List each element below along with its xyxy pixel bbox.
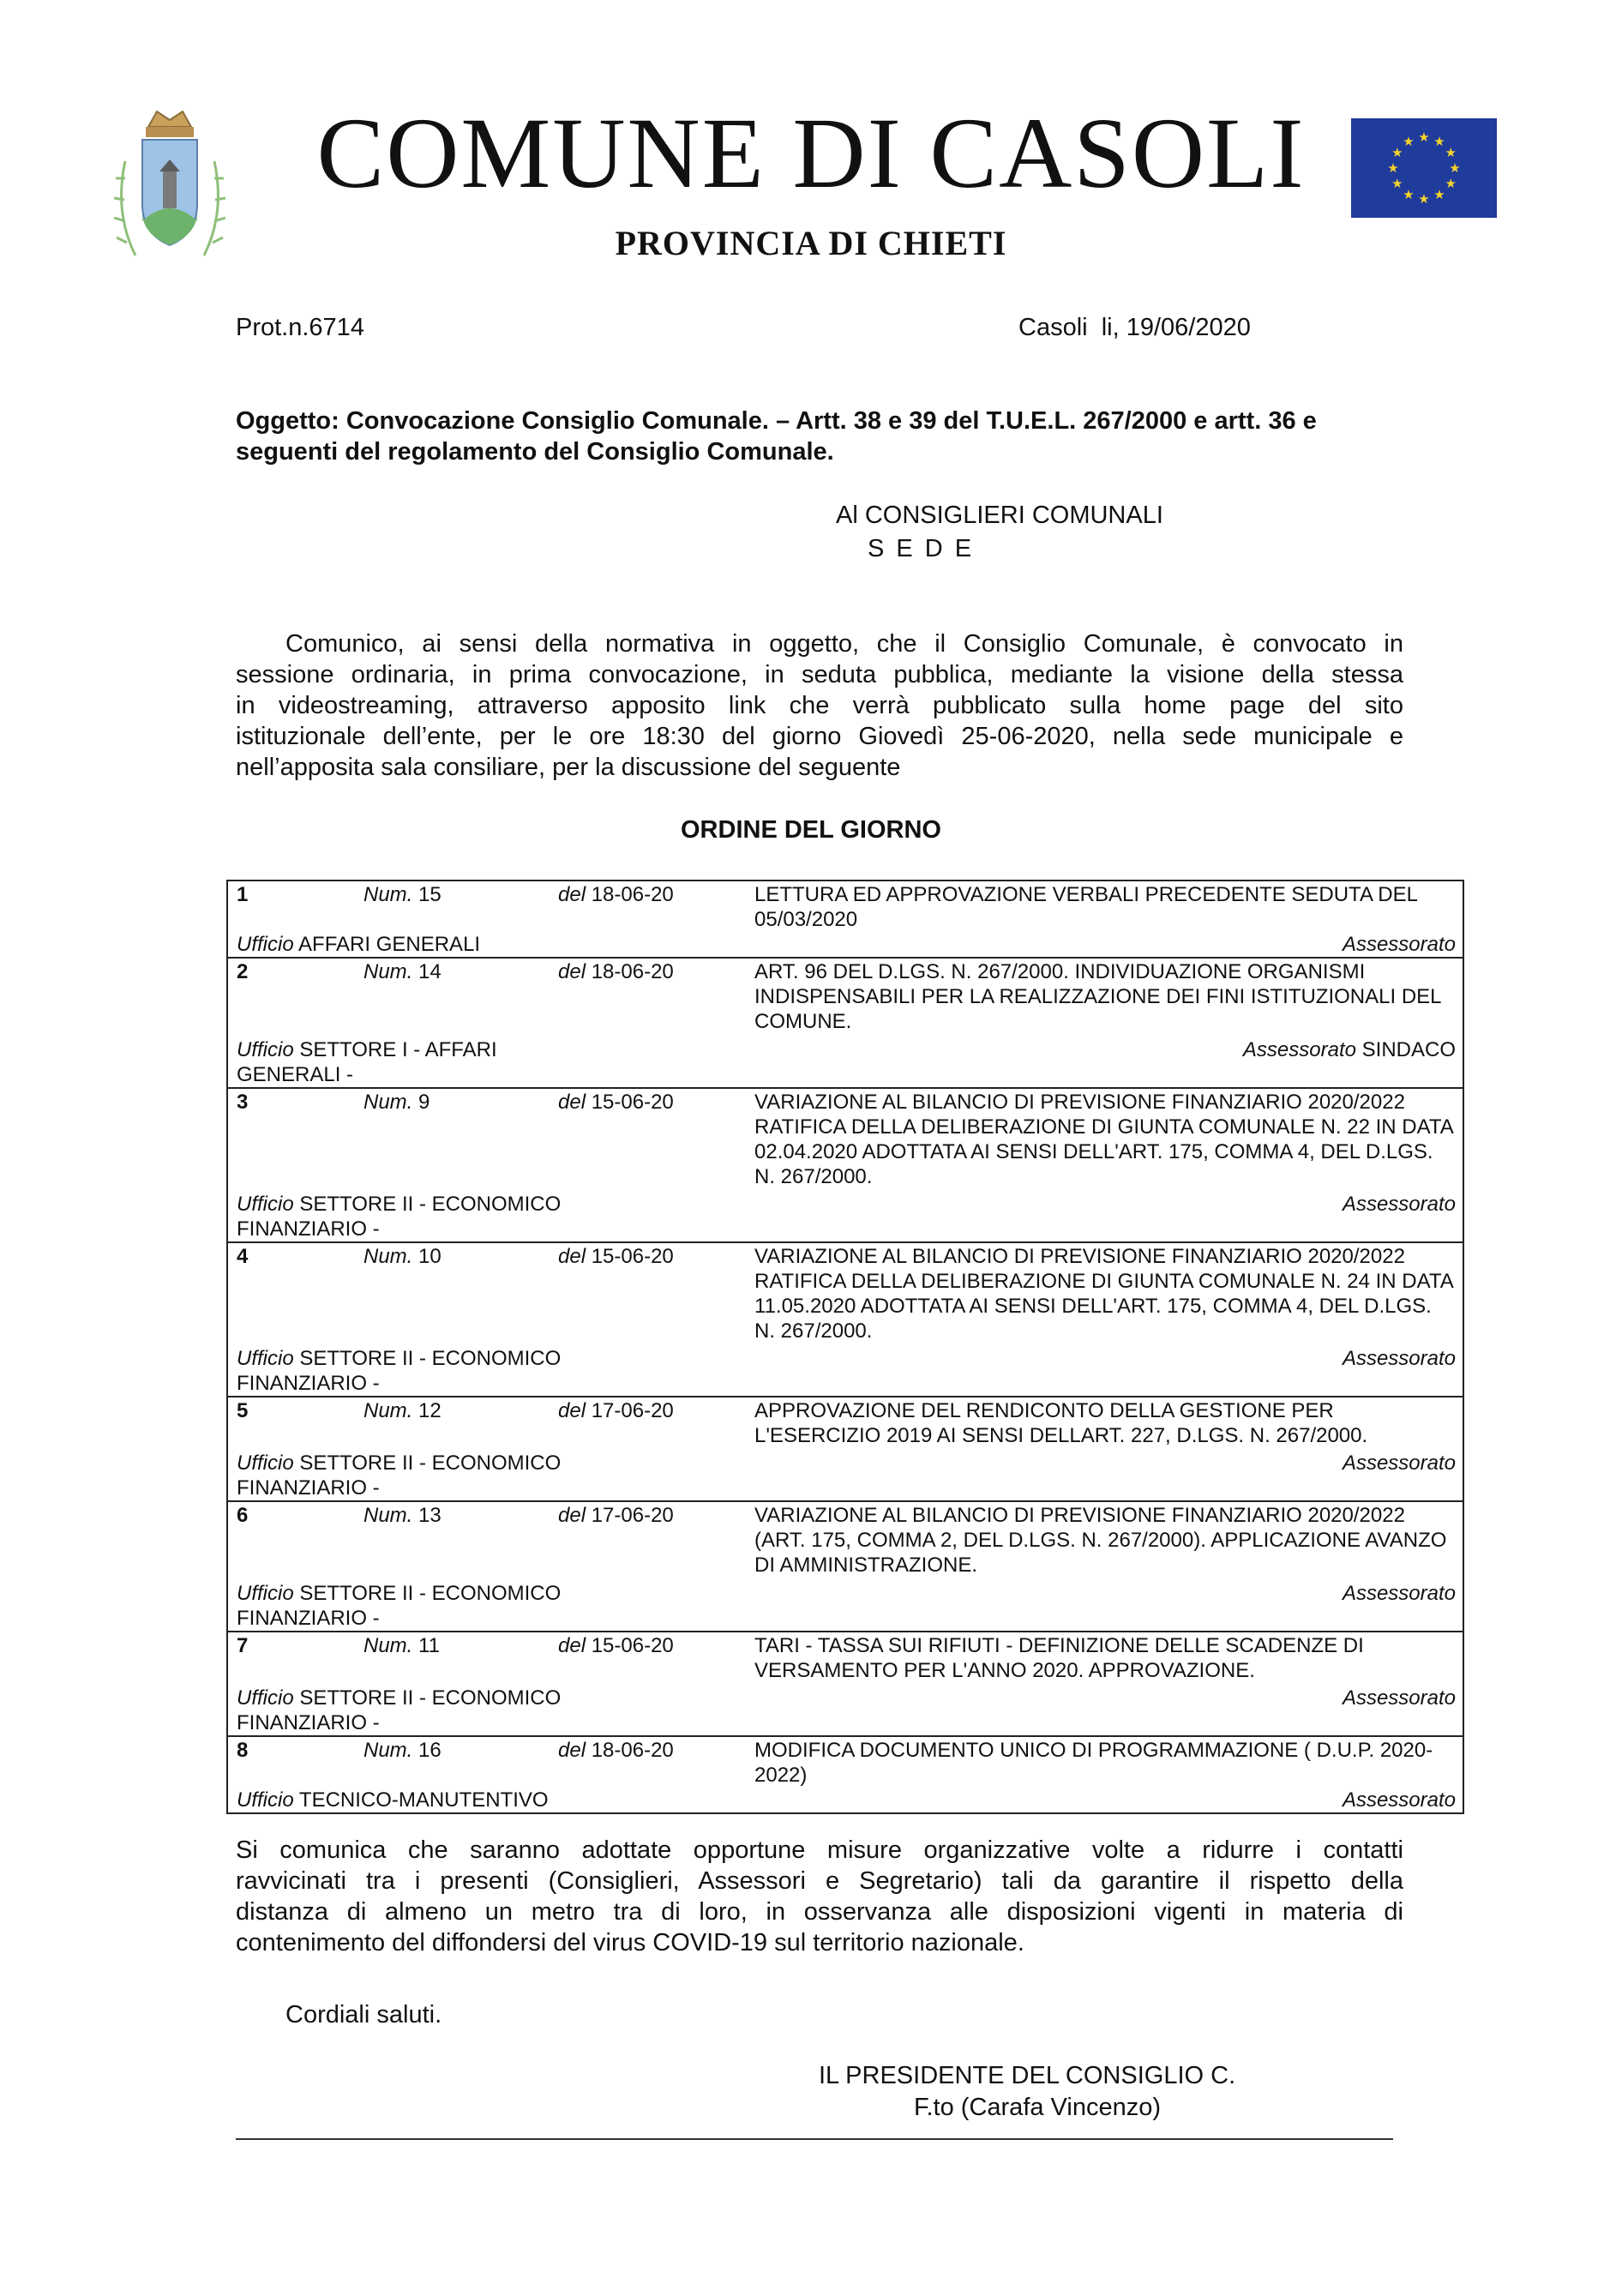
eu-star-icon: ★ <box>1391 146 1403 160</box>
proposal-number: Num. 12 <box>363 1399 442 1422</box>
item-office: Ufficio SETTORE I - AFFARI GENERALI - <box>237 1038 497 1086</box>
agenda-row <box>228 1735 1463 1812</box>
item-description: LETTURA ED APPROVAZIONE VERBALI PRECEDENTE SEDUTA DEL 05/03/2020 <box>754 883 1418 931</box>
item-assessorato: Assessorato <box>1342 1788 1456 1812</box>
item-office: Ufficio SETTORE II - ECONOMICO FINANZIARIO - <box>237 1452 562 1500</box>
item-number: 2 <box>237 960 249 983</box>
proposal-date: del 18-06-20 <box>558 960 674 983</box>
item-description: MODIFICA DOCUMENTO UNICO DI PROGRAMMAZIONE ( D.U.P. 2020-2022) <box>754 1739 1433 1787</box>
agenda-row <box>228 1241 1463 1396</box>
proposal-date: del 15-06-20 <box>558 1245 674 1268</box>
item-office: Ufficio SETTORE II - ECONOMICO FINANZIARIO - <box>237 1582 562 1630</box>
convocation-paragraph <box>236 628 1403 783</box>
footer-divider <box>236 2138 1393 2140</box>
item-description: ART. 96 DEL D.LGS. N. 267/2000. INDIVIDUAZIONE ORGANISMI INDISPENSABILI PER LA REALIZZAZIONE DEI FINI ISTITUZIONALI DEL COMUNE. <box>754 960 1441 1033</box>
proposal-number: Num. 15 <box>363 883 442 906</box>
item-office: Ufficio SETTORE II - ECONOMICO FINANZIARIO - <box>237 1686 562 1734</box>
item-description: VARIAZIONE AL BILANCIO DI PREVISIONE FINANZIARIO 2020/2022 RATIFICA DELLA DELIBERAZIONE DI GIUNTA COMUNALE N. 24 IN DATA 11.05.2020 ADOTTATA AI SENSI DELL'ART. 175, COMMA 4, DEL D.LGS. N. 267/2000. <box>754 1245 1453 1343</box>
eu-star-icon: ★ <box>1418 192 1430 207</box>
item-office: Ufficio SETTORE II - ECONOMICO FINANZIARIO - <box>237 1347 562 1395</box>
item-description: APPROVAZIONE DEL RENDICONTO DELLA GESTIONE PER L'ESERCIZIO 2019 AI SENSI DELLART. 227, D.LGS. N. 267/2000. <box>754 1399 1368 1447</box>
item-assessorato: Assessorato <box>1342 1193 1456 1216</box>
eu-star-icon: ★ <box>1403 188 1415 203</box>
signatory-title: IL PRESIDENTE DEL CONSIGLIO C. <box>819 2062 1236 2089</box>
item-number: 4 <box>237 1245 249 1268</box>
proposal-number: Num. 13 <box>363 1504 442 1527</box>
proposal-number: Num. 14 <box>363 960 442 983</box>
eu-star-icon: ★ <box>1449 161 1461 176</box>
signatory-name: F.to (Carafa Vincenzo) <box>914 2094 1161 2121</box>
item-number: 6 <box>237 1504 249 1527</box>
proposal-date: del 15-06-20 <box>558 1091 674 1114</box>
agenda-row <box>228 1500 1463 1631</box>
proposal-number: Num. 10 <box>363 1245 442 1268</box>
item-description: VARIAZIONE AL BILANCIO DI PREVISIONE FINANZIARIO 2020/2022 (ART. 175, COMMA 2, DEL D.LGS. N. 267/2000). APPLICAZIONE AVANZO DI AMMINISTRAZIONE. <box>754 1504 1447 1577</box>
item-office: Ufficio TECNICO-MANUTENTIVO <box>237 1788 549 1812</box>
greeting: Cordiali saluti. <box>285 2001 442 2029</box>
eu-star-icon: ★ <box>1445 177 1457 191</box>
paragraph-line: sessione ordinaria, in prima convocazione, in seduta pubblica, mediante la visione della stessa <box>236 661 1403 688</box>
paragraph-line: istituzionale dell’ente, per le ore 18:30 del giorno Giovedì 25-06-2020, nella sede municipale e <box>236 723 1403 750</box>
agenda-table <box>226 880 1464 1814</box>
proposal-date: del 15-06-20 <box>558 1634 674 1657</box>
protocol-number: Prot.n.6714 <box>236 314 364 341</box>
paragraph-line: Comunico, ai sensi della normativa in oggetto, che il Consiglio Comunale, è convocato in <box>285 630 1403 658</box>
agenda-row <box>228 880 1463 957</box>
recipient-line-1: Al CONSIGLIERI COMUNALI <box>836 502 1163 529</box>
item-office: Ufficio AFFARI GENERALI <box>237 933 481 956</box>
agenda-row <box>228 1087 1463 1241</box>
proposal-date: del 18-06-20 <box>558 1739 674 1762</box>
item-assessorato: Assessorato <box>1342 1347 1456 1370</box>
recipient-line-2: S E D E <box>868 535 975 562</box>
page-title: COMUNE DI CASOLI <box>316 97 1306 209</box>
place-date: Casoli li, 19/06/2020 <box>1018 314 1251 341</box>
proposal-number: Num. 11 <box>363 1634 440 1657</box>
item-office: Ufficio SETTORE II - ECONOMICO FINANZIARIO - <box>237 1193 562 1241</box>
eu-star-icon: ★ <box>1403 134 1415 149</box>
item-assessorato: Assessorato <box>1342 1582 1456 1605</box>
item-number: 8 <box>237 1739 249 1762</box>
item-description: VARIAZIONE AL BILANCIO DI PREVISIONE FINANZIARIO 2020/2022 RATIFICA DELLA DELIBERAZIONE DI GIUNTA COMUNALE N. 22 IN DATA 02.04.2020 ADOTTATA AI SENSI DELL'ART. 175, COMMA 4, DEL D.LGS. N. 267/2000. <box>754 1091 1453 1188</box>
proposal-date: del 17-06-20 <box>558 1399 674 1422</box>
item-number: 7 <box>237 1634 249 1657</box>
covid-measures-paragraph <box>236 1835 1403 1958</box>
item-number: 5 <box>237 1399 249 1422</box>
paragraph-line: nell’apposita sala consiliare, per la discussione del seguente <box>236 754 901 781</box>
item-number: 1 <box>237 883 249 906</box>
item-number: 3 <box>237 1091 249 1114</box>
item-assessorato: Assessorato <box>1342 1686 1456 1710</box>
province-subtitle: PROVINCIA DI CHIETI <box>615 224 1007 262</box>
proposal-date: del 17-06-20 <box>558 1504 674 1527</box>
item-description: TARI - TASSA SUI RIFIUTI - DEFINIZIONE DELLE SCADENZE DI VERSAMENTO PER L'ANNO 2020. APPROVAZIONE. <box>754 1634 1364 1682</box>
paragraph-line: ravvicinati tra i presenti (Consiglieri, Assessori e Segretario) tali da garantire il rispetto della <box>236 1867 1403 1895</box>
paragraph-line: Si comunica che saranno adottate opportune misure organizzative volte a ridurre i contatti <box>236 1836 1403 1864</box>
agenda-title: ORDINE DEL GIORNO <box>681 816 941 844</box>
proposal-date: del 18-06-20 <box>558 883 674 906</box>
eu-star-icon: ★ <box>1433 134 1445 149</box>
paragraph-line: in videostreaming, attraverso apposito link che verrà pubblicato sulla home page del sito <box>236 692 1403 719</box>
item-assessorato: Assessorato SINDACO <box>1242 1038 1456 1061</box>
proposal-number: Num. 16 <box>363 1739 442 1762</box>
eu-star-icon: ★ <box>1418 130 1430 145</box>
agenda-row <box>228 1396 1463 1500</box>
item-assessorato: Assessorato <box>1342 933 1456 956</box>
item-assessorato: Assessorato <box>1342 1452 1456 1475</box>
paragraph-line: distanza di almeno un metro tra di loro, in osservanza alle disposizioni vigenti in materia di <box>236 1898 1403 1926</box>
paragraph-line: contenimento del diffondersi del virus COVID-19 sul territorio nazionale. <box>236 1929 1024 1956</box>
proposal-number: Num. 9 <box>363 1091 430 1114</box>
eu-flag-icon <box>1351 118 1497 218</box>
eu-star-icon: ★ <box>1387 161 1399 176</box>
agenda-row <box>228 1631 1463 1735</box>
subject-line: Oggetto: Convocazione Consiglio Comunale. – Artt. 38 e 39 del T.U.E.L. 267/2000 e artt. 36 e seguenti del regolamento del Consiglio Comunale. <box>236 407 1317 466</box>
eu-star-icon: ★ <box>1391 177 1403 191</box>
eu-star-icon: ★ <box>1433 188 1445 203</box>
eu-star-icon: ★ <box>1445 146 1457 160</box>
agenda-row <box>228 957 1463 1087</box>
